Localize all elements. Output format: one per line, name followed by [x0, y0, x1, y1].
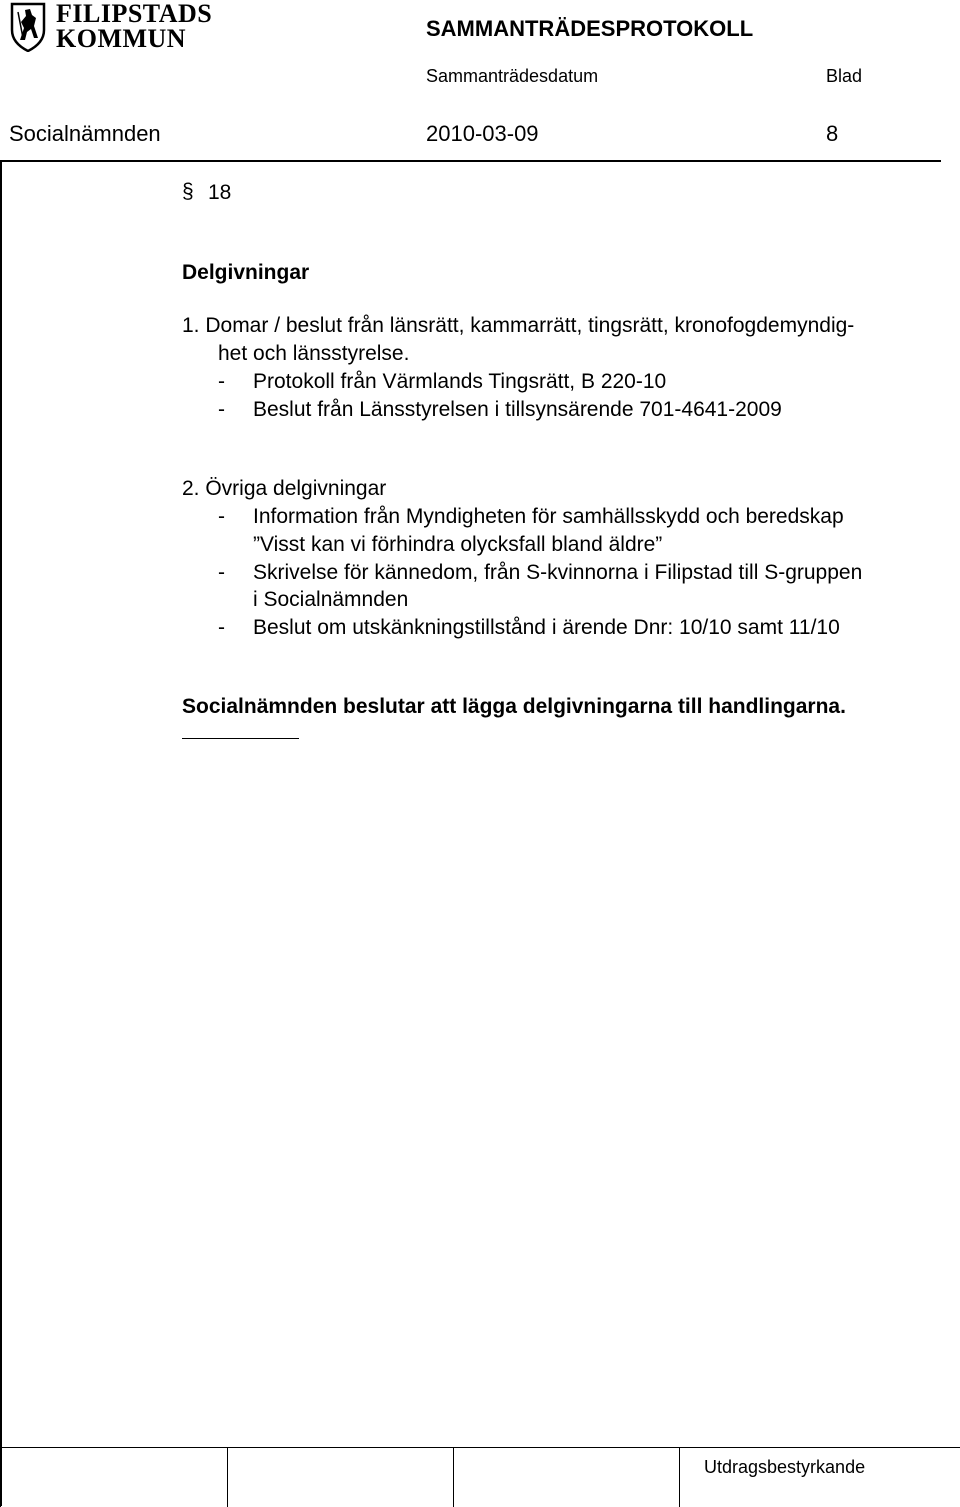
meeting-date: 2010-03-09	[426, 121, 539, 146]
decision-text: Socialnämnden beslutar att lägga delgivningarna till handlingarna.	[182, 695, 846, 718]
document-title: SAMMANTRÄDESPROTOKOLL	[426, 16, 754, 41]
signature-cell-4	[679, 1448, 680, 1507]
meeting-date-label: Sammanträdesdatum	[426, 66, 599, 86]
page-frame	[0, 160, 941, 1506]
signature-cell-1	[0, 1448, 1, 1507]
section-number: 18	[208, 181, 232, 204]
item2-sub3-dash: -	[218, 616, 225, 639]
item2-sub1-dash: -	[218, 505, 225, 528]
item1-sub1-dash: -	[218, 370, 225, 393]
item2-sub1-line2: ”Visst kan vi förhindra olycksfall bland äldre”	[253, 533, 663, 556]
item2-title: 2. Övriga delgivningar	[182, 477, 387, 500]
item2-sub1-line1: Information från Myndigheten för samhällsskydd och beredskap	[253, 505, 844, 528]
section-heading: Delgivningar	[182, 261, 310, 284]
item1-sub2-dash: -	[218, 398, 225, 421]
coat-of-arms-icon	[10, 2, 46, 52]
page-label: Blad	[826, 66, 863, 86]
item2-sub3: Beslut om utskänkningstillstånd i ärende Dnr: 10/10 samt 11/10	[253, 616, 840, 639]
body-name: Socialnämnden	[9, 121, 161, 146]
item1-sub2: Beslut från Länsstyrelsen i tillsynsärende 701-4641-2009	[253, 398, 782, 421]
item2-sub2-dash: -	[218, 561, 225, 584]
paragraph-mark: §	[182, 180, 194, 203]
item2-sub2-line2: i Socialnämnden	[253, 588, 409, 611]
logo-line-1: FILIPSTADS	[56, 0, 213, 28]
item1-sub1: Protokoll från Värmlands Tingsrätt, B 220-10	[253, 370, 667, 393]
signature-cell-2	[227, 1448, 228, 1507]
page-number: 8	[826, 121, 839, 146]
item1-line2: het och länsstyrelse.	[218, 342, 410, 365]
item2-sub2-line1: Skrivelse för kännedom, från S-kvinnorna i Filipstad till S-gruppen	[253, 561, 863, 584]
signature-cell-3	[453, 1448, 454, 1507]
certification-label: Utdragsbestyrkande	[704, 1457, 866, 1477]
signature-footer	[0, 1447, 960, 1507]
municipality-logo	[10, 2, 215, 54]
logo-line-2: KOMMUN	[56, 24, 187, 53]
section-end-rule	[182, 738, 299, 739]
item1-line1: 1. Domar / beslut från länsrätt, kammarrätt, tingsrätt, kronofogdemyndig-	[182, 314, 855, 337]
